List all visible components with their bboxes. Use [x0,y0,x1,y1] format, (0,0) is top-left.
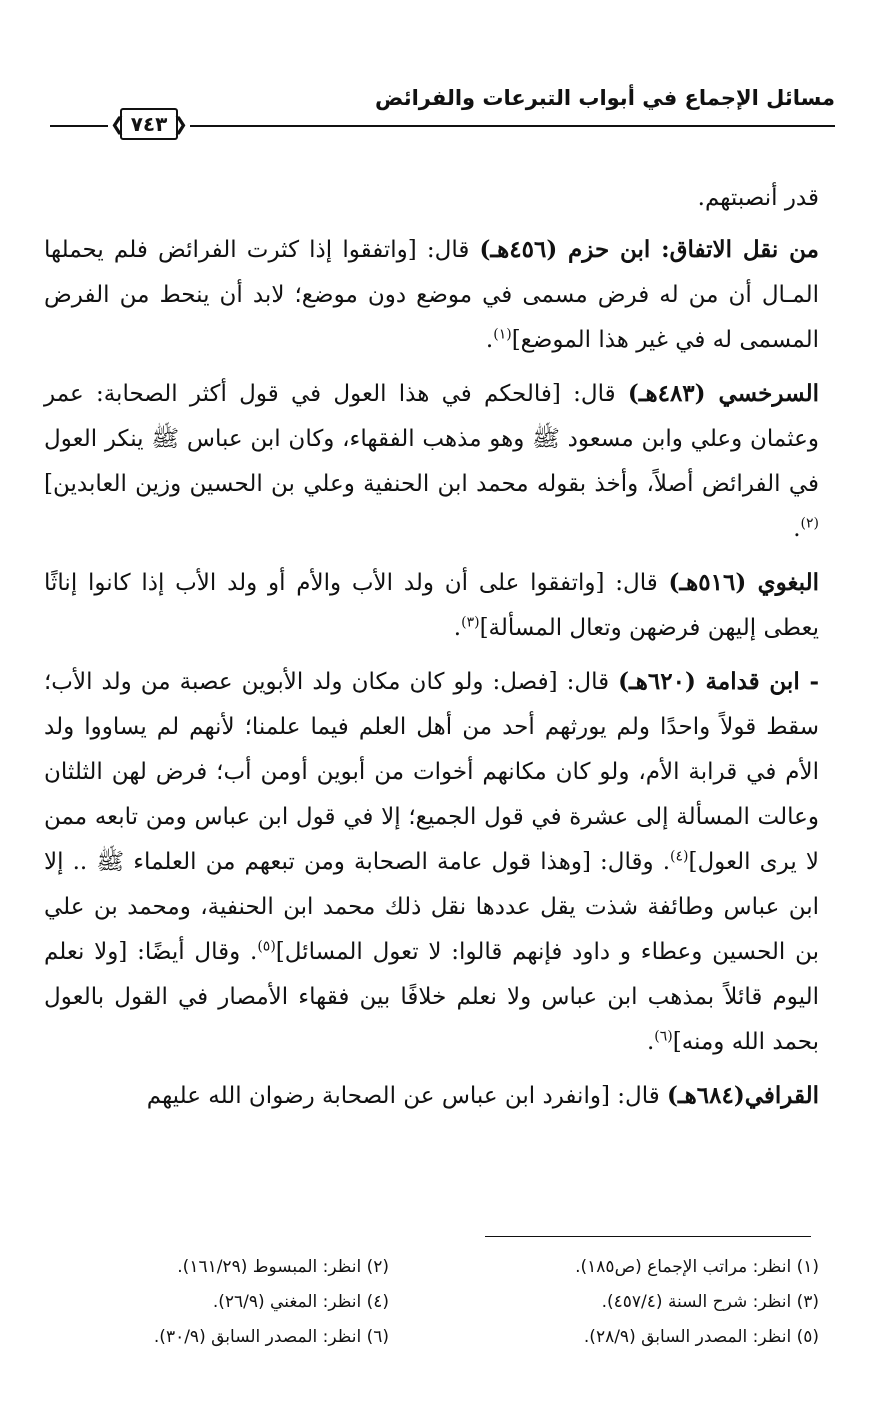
footnote-ref[interactable]: (٤) [670,848,689,865]
paragraph-lead: القرافي(٦٨٤هـ) [667,1082,819,1109]
paragraph-lead: - ابن قدامة (٦٢٠هـ) [618,668,819,695]
paragraph-tail: . [646,1029,655,1055]
footnote-4: (٤) انظر: المغني (٢٦/٩). [212,1292,389,1312]
footnotes [50,1250,819,1380]
paragraph-sarakhsi [44,371,819,552]
paragraph-lead: من نقل الاتفاق: ابن حزم (٤٥٦هـ) [479,236,819,263]
paragraph-baghawi [44,560,819,651]
footnote-5: (٥) انظر: المصدر السابق (٢٨/٩). [583,1327,819,1347]
paragraph-text: قال: [وانفرد ابن عباس عن الصحابة رضوان الله عليهم [146,1083,668,1109]
footnote-2: (٢) انظر: المبسوط (١٦١/٢٩). [177,1257,389,1277]
footnote-column-left [59,1250,389,1355]
footnote-ref[interactable]: (٣) [461,614,480,631]
footnote-separator [485,1236,811,1237]
footnote-ref[interactable]: (٥) [257,938,276,955]
footnote-ref[interactable]: (٦) [654,1028,673,1045]
main-text [44,176,819,1127]
paragraph-text: قال: [فالحكم في هذا العول في قول أكثر الصحابة: عمر وعثمان وعلي وابن مسعود ﷺ وهو مذهب الفقهاء، وكان ابن عباس ﷺ ينكر العول في الفرائض أصلاً، وأخذ بقوله محمد ابن الحنفية وعلي بن الحسين وزين العابدين] [44,381,819,497]
paragraph-tail: . [453,615,462,641]
paragraph-text: قال: [واتفقوا على أن ولد الأب والأم أو ولد الأب إذا كانوا إناثًا يعطى إليهن فرضهن وتعال المسألة] [44,570,819,641]
paragraph-text: قال: [فصل: ولو كان مكان ولد الأبوين عصبة من ولد الأب؛ سقط قولاً واحدًا ولم يورثهم أحد من أهل العلم فيما علمنا؛ لأنهم لم يساووا ولد الأم في قرابة الأم، ولو كان مكانهم أخوات من أبوين أومن أب؛ فرض لهن الثلثان وعالت المسألة إلى عشرة في قول الجميع؛ إلا في قول ابن عباس ومن تابعه ممن لا يرى العول] [44,669,819,875]
paragraph-tail: . وقال: [وهذا قول عامة الصحابة ومن تبعهم من العلماء ﷺ .. إلا ابن عباس وطائفة شذت يقل عددها نقل ذلك محمد ابن الحنفية، ومحمد بن علي بن الحسين وعطاء و داود فإنهم قالوا: لا تعول المسائل] [44,849,819,965]
footnote-column-right [489,1250,819,1355]
ornament-right-icon: ❯ [172,114,188,135]
footnote-3: (٣) انظر: شرح السنة (٤٥٧/٤). [601,1292,819,1312]
paragraph-text: قال: [واتفقوا إذا كثرت الفرائض فلم يحملها المـال أن من له فرض مسمى في موضع دون موضع؛ لابد أن ينحط من الفرض المسمى له في غير هذا الموضع] [44,237,819,353]
paragraph-tail: . [793,516,801,542]
ornament-left-icon: ❮ [110,114,126,135]
page-number-badge [110,104,188,144]
header-rule-right [190,125,835,127]
paragraph-ibn-qudama [44,659,819,1065]
footnote-6: (٦) انظر: المصدر السابق (٣٠/٩). [153,1327,389,1347]
page-number: ٧٤٣ [130,112,168,136]
header-rule-left [50,125,108,127]
paragraph-text: قدر أنصبتهم. [697,185,819,211]
footnote-1: (١) انظر: مراتب الإجماع (ص١٨٥). [575,1257,819,1277]
paragraph-tail: . وقال أيضًا: [ولا نعلم اليوم قائلاً بمذهب ابن عباس ولا نعلم خلافًا بين فقهاء الأمصار في القول بالعول بحمد الله ومنه] [44,939,819,1055]
page-header [50,86,835,136]
paragraph-lead: البغوي (٥١٦هـ) [668,569,819,596]
footnote-ref[interactable]: (١) [493,326,512,343]
paragraph-1 [44,176,819,221]
paragraph-tail: . [485,327,494,353]
paragraph-qarafi [44,1073,819,1119]
footnote-ref[interactable]: (٢) [800,515,819,532]
paragraph-lead: السرخسي (٤٨٣هـ) [627,380,820,407]
running-title: مسائل الإجماع في أبواب التبرعات والفرائض [375,86,835,110]
paragraph-ibn-hazm [44,227,819,363]
